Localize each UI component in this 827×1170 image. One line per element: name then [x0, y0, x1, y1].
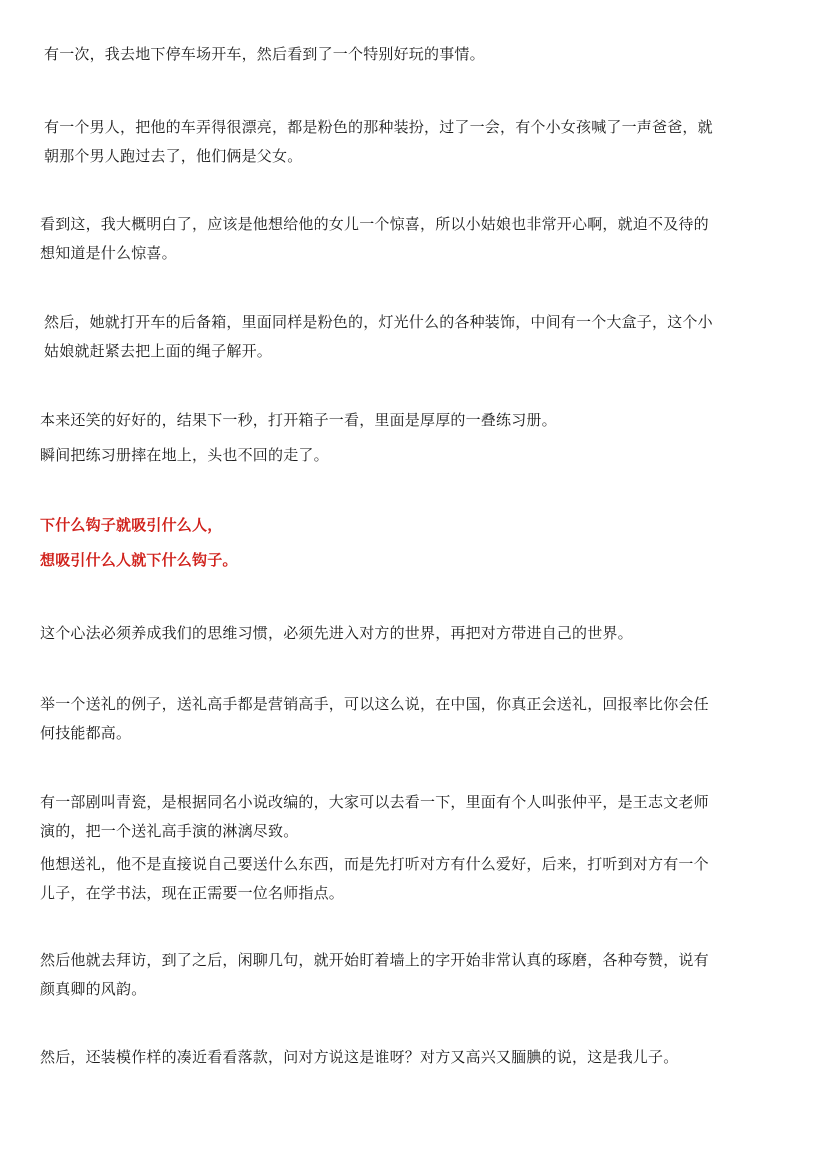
- paragraph-11-line-1: 然后他就去拜访，到了之后，闲聊几句，就开始盯着墙上的字开始非常认真的琢磨，各种夸赞，说有: [40, 951, 709, 969]
- paragraph-2-line-1: 有一个男人，把他的车弄得很漂亮，都是粉色的那种装扮，过了一会，有个小女孩喊了一声爸爸，就: [44, 118, 713, 136]
- paragraph-12: [40, 1043, 785, 1072]
- paragraph-12-line-1: 然后，还装模作样的凑近看看落款，问对方说这是谁呀？对方又高兴又腼腆的说，这是我儿子。: [40, 1048, 679, 1066]
- paragraph-3: [40, 210, 785, 268]
- paragraph-10-line-2: 儿子，在学书法，现在正需要一位名师指点。: [40, 884, 345, 902]
- paragraph-2-line-2: 朝那个男人跑过去了，他们俩是父女。: [44, 147, 303, 165]
- paragraph-9-line-1: 有一部剧叫青瓷，是根据同名小说改编的，大家可以去看一下，里面有个人叫张仲平，是王志文老师: [40, 793, 709, 811]
- paragraph-9: [40, 788, 785, 846]
- paragraph-8-line-2: 何技能都高。: [40, 724, 132, 742]
- paragraph-4-line-2: 姑娘就赶紧去把上面的绳子解开。: [44, 342, 273, 360]
- paragraph-4: [44, 308, 785, 366]
- paragraph-11: [40, 946, 785, 1004]
- paragraph-5: [40, 406, 785, 435]
- paragraph-1: [44, 40, 785, 69]
- paragraph-10-line-1: 他想送礼，他不是直接说自己要送什么东西，而是先打听对方有什么爱好，后来，打听到对方有一个: [40, 855, 709, 873]
- paragraph-6: [40, 441, 785, 470]
- paragraph-9-line-2: 演的，把一个送礼高手演的淋漓尽致。: [40, 822, 299, 840]
- paragraph-8-line-1: 举一个送礼的例子，送礼高手都是营销高手，可以这么说，在中国，你真正会送礼，回报率比你会任: [40, 695, 709, 713]
- paragraph-10: [40, 850, 785, 908]
- paragraph-1-line-1: 有一次，我去地下停车场开车，然后看到了一个特别好玩的事情。: [44, 45, 485, 63]
- paragraph-7-line-1: 这个心法必须养成我们的思维习惯，必须先进入对方的世界，再把对方带进自己的世界。: [40, 624, 633, 642]
- highlight-line-2-text: 想吸引什么人就下什么钩子。: [40, 551, 238, 569]
- paragraph-8: [40, 690, 785, 748]
- paragraph-5-line-1: 本来还笑的好好的，结果下一秒，打开箱子一看，里面是厚厚的一叠练习册。: [40, 411, 557, 429]
- highlight-line-1: [40, 511, 785, 540]
- paragraph-11-line-2: 颜真卿的风韵。: [40, 980, 147, 998]
- highlight-line-1-text: 下什么钩子就吸引什么人，: [40, 516, 223, 534]
- paragraph-2: [44, 113, 785, 171]
- highlight-line-2: [40, 546, 785, 575]
- paragraph-4-line-1: 然后，她就打开车的后备箱，里面同样是粉色的，灯光什么的各种装饰，中间有一个大盒子，这个小: [44, 313, 713, 331]
- paragraph-3-line-1: 看到这，我大概明白了，应该是他想给他的女儿一个惊喜，所以小姑娘也非常开心啊，就迫不及待的: [40, 215, 709, 233]
- paragraph-3-line-2: 想知道是什么惊喜。: [40, 244, 177, 262]
- paragraph-6-line-1: 瞬间把练习册摔在地上，头也不回的走了。: [40, 446, 329, 464]
- paragraph-7: [40, 619, 785, 648]
